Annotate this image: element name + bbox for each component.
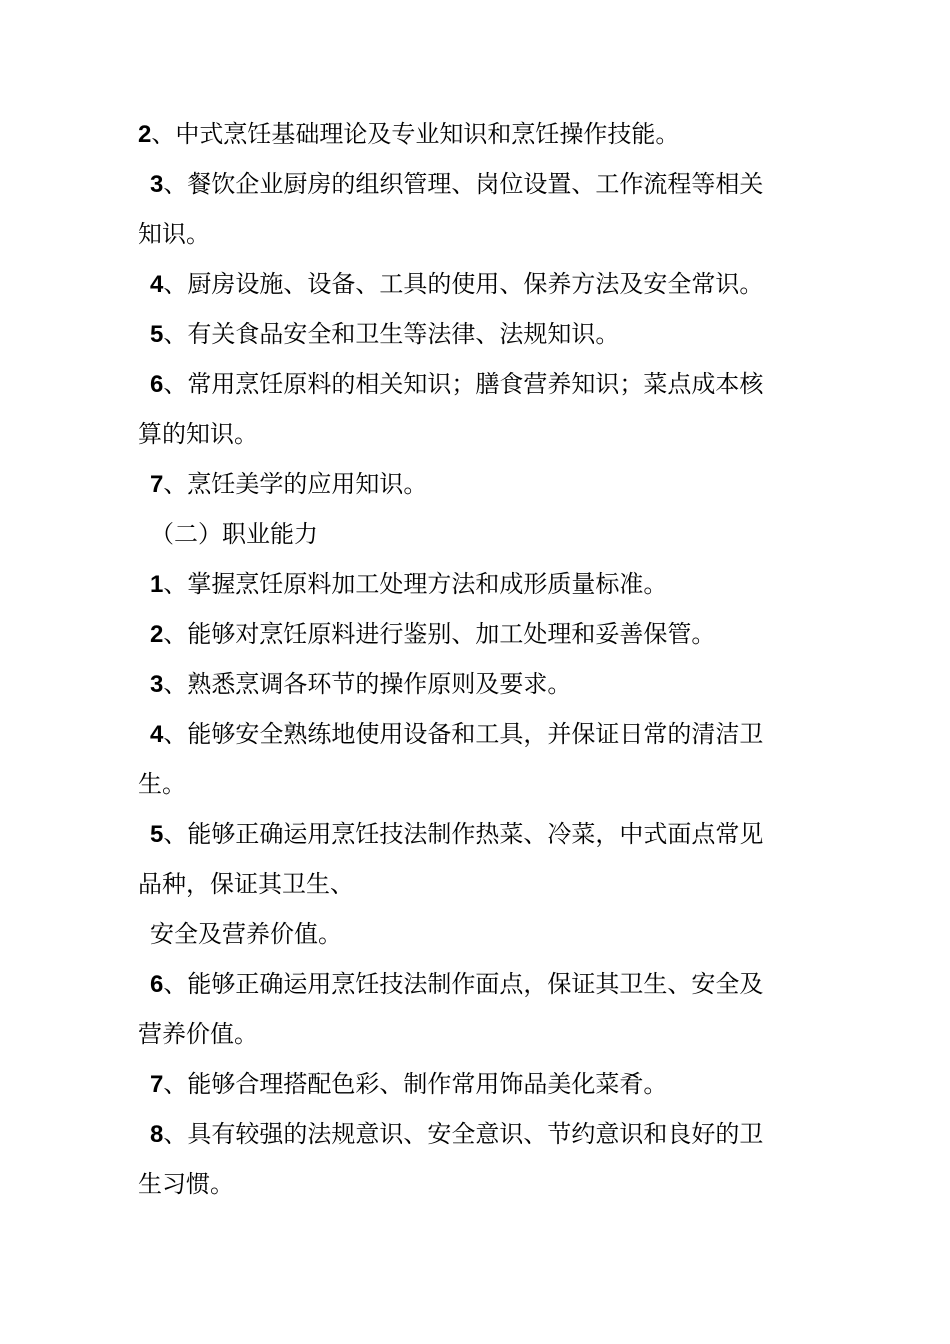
- line-ability-7: [138, 1068, 830, 1101]
- line-knowledge-4: [138, 268, 830, 301]
- item-text: 、能够对烹饪原料进行鉴别、加工处理和妥善保管。: [163, 620, 716, 648]
- item-text: 、能够正确运用烹饪技法制作面点，保证其卫生、安全及: [163, 970, 764, 998]
- line-knowledge-6-cont: [138, 418, 818, 450]
- item-text: 生习惯。: [138, 1170, 234, 1198]
- line-ability-2: [138, 618, 830, 651]
- item-number: 8: [150, 1121, 164, 1148]
- section-heading-text: （二）职业能力: [150, 520, 318, 548]
- item-text: 、中式烹饪基础理论及专业知识和烹饪操作技能。: [151, 120, 680, 148]
- line-ability-5: [138, 818, 830, 851]
- item-number: 4: [150, 721, 164, 748]
- item-number: 5: [150, 321, 164, 348]
- item-number: 2: [150, 621, 164, 648]
- line-ability-3: [138, 668, 830, 701]
- line-ability-5-cont2: [138, 918, 830, 950]
- line-ability-6-cont: [138, 1018, 818, 1050]
- line-ability-4: [138, 718, 830, 751]
- item-text: 、餐饮企业厨房的组织管理、岗位设置、工作流程等相关: [163, 170, 764, 198]
- line-knowledge-3-cont: [138, 218, 818, 250]
- line-knowledge-7: [138, 468, 830, 501]
- item-text: 、掌握烹饪原料加工处理方法和成形质量标准。: [163, 570, 668, 598]
- section-heading: [138, 518, 830, 550]
- line-knowledge-2: [138, 118, 818, 151]
- item-number: 2: [138, 121, 152, 148]
- item-text: 算的知识。: [138, 420, 258, 448]
- item-text: 、厨房设施、设备、工具的使用、保养方法及安全常识。: [163, 270, 764, 298]
- line-ability-8: [138, 1118, 830, 1151]
- item-number: 5: [150, 821, 164, 848]
- line-ability-6: [138, 968, 830, 1001]
- item-text: 、能够合理搭配色彩、制作常用饰品美化菜肴。: [163, 1070, 668, 1098]
- line-ability-4-cont: [138, 768, 818, 800]
- item-number: 6: [150, 971, 164, 998]
- item-text: 安全及营养价值。: [150, 920, 342, 948]
- line-knowledge-3: [138, 168, 830, 201]
- line-ability-8-cont: [138, 1168, 818, 1200]
- item-text: 、具有较强的法规意识、安全意识、节约意识和良好的卫: [163, 1120, 764, 1148]
- item-text: 、有关食品安全和卫生等法律、法规知识。: [163, 320, 620, 348]
- item-number: 7: [150, 1071, 164, 1098]
- item-number: 3: [150, 671, 164, 698]
- line-ability-5-cont: [138, 868, 818, 900]
- item-text: 知识。: [138, 220, 210, 248]
- item-number: 7: [150, 471, 164, 498]
- item-text: 品种，保证其卫生、: [138, 870, 354, 898]
- item-text: 、常用烹饪原料的相关知识；膳食营养知识；菜点成本核: [163, 370, 764, 398]
- item-number: 3: [150, 171, 164, 198]
- item-text: 、能够正确运用烹饪技法制作热菜、冷菜，中式面点常见: [163, 820, 764, 848]
- item-text: 营养价值。: [138, 1020, 258, 1048]
- item-text: 、烹饪美学的应用知识。: [163, 470, 428, 498]
- item-text: 生。: [138, 770, 186, 798]
- line-knowledge-5: [138, 318, 830, 351]
- item-number: 6: [150, 371, 164, 398]
- line-knowledge-6: [138, 368, 830, 401]
- line-ability-1: [138, 568, 830, 601]
- item-text: 、熟悉烹调各环节的操作原则及要求。: [163, 670, 572, 698]
- item-number: 1: [150, 571, 164, 598]
- item-number: 4: [150, 271, 164, 298]
- item-text: 、能够安全熟练地使用设备和工具，并保证日常的清洁卫: [163, 720, 764, 748]
